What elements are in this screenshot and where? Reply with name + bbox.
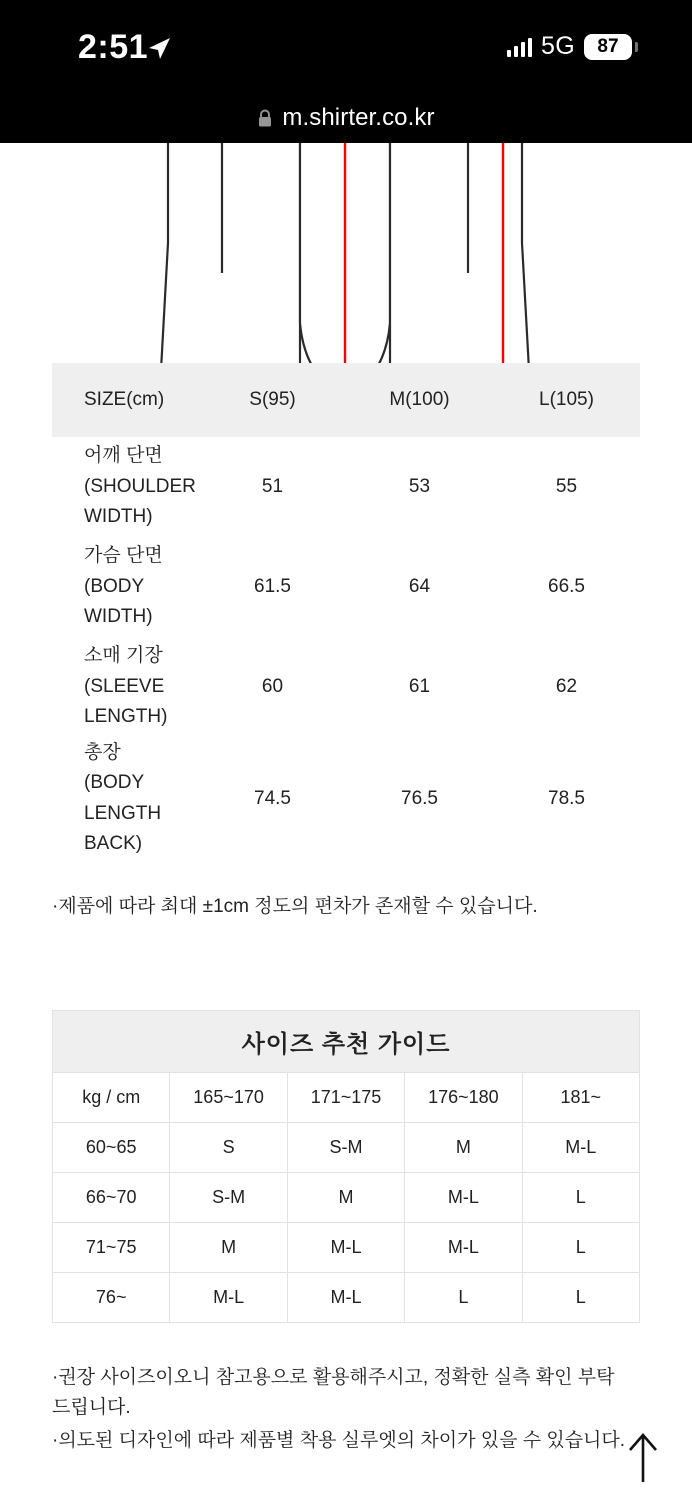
table-row <box>52 737 640 861</box>
guide-cell: M-L <box>287 1272 404 1322</box>
row-value-l: 62 <box>555 676 578 697</box>
header-l: L(105) <box>493 363 640 437</box>
guide-header-171: 171~175 <box>287 1072 404 1122</box>
guide-cell: M-L <box>405 1172 522 1222</box>
guide-cell: S-M <box>287 1122 404 1172</box>
table-row <box>52 637 640 737</box>
row-value-s: 60 <box>261 676 284 697</box>
guide-header-165: 165~170 <box>170 1072 287 1122</box>
page-content <box>0 143 692 1504</box>
measurement-tolerance-note: ·제품에 따라 최대 ±1cm 정도의 편차가 존재할 수 있습니다. <box>52 895 538 917</box>
table-header-row <box>53 1072 640 1122</box>
table-header-row <box>52 363 640 437</box>
row-value-m: 61 <box>408 676 431 697</box>
lock-icon <box>257 109 273 128</box>
measurement-table-head <box>52 363 640 437</box>
row-value-s: 51 <box>261 476 284 497</box>
footer-note-2: ·의도된 디자인에 따라 제품별 착용 실루엣의 차이가 있을 수 있습니다. <box>52 1430 626 1452</box>
url-text: m.shirter.co.kr <box>282 104 435 131</box>
table-row <box>53 1272 640 1322</box>
row-label: 소매 기장(SLEEVE LENGTH) <box>84 645 168 728</box>
row-value-l: 78.5 <box>548 787 585 809</box>
network-type-label: 5G <box>541 32 575 60</box>
guide-cell: L <box>522 1222 639 1272</box>
location-arrow-icon <box>146 36 172 62</box>
table-row <box>52 437 640 537</box>
row-value-m: 76.5 <box>401 787 438 809</box>
measurement-table <box>52 363 640 861</box>
header-size: SIZE(cm) <box>52 363 199 437</box>
row-value-m: 53 <box>408 476 431 497</box>
guide-header-kgcm: kg / cm <box>53 1072 170 1122</box>
guide-header-181: 181~ <box>522 1072 639 1122</box>
guide-weight: 71~75 <box>53 1222 170 1272</box>
guide-header-176: 176~180 <box>405 1072 522 1122</box>
table-row <box>52 537 640 637</box>
guide-cell: S-M <box>170 1172 287 1222</box>
status-bar-time: 2:51 <box>78 28 149 66</box>
row-label: 가슴 단면(BODY WIDTH) <box>84 545 163 628</box>
guide-cell: L <box>405 1272 522 1322</box>
guide-cell: M <box>170 1222 287 1272</box>
guide-cell: M-L <box>287 1222 404 1272</box>
status-bar <box>0 0 692 97</box>
footer-note-1: ·권장 사이즈이오니 참고용으로 활용해주시고, 정확한 실측 확인 부탁드립니다. <box>52 1366 615 1419</box>
size-guide-title: 사이즈 추천 가이드 <box>52 1010 640 1072</box>
table-row <box>53 1122 640 1172</box>
row-label: 총장(BODY LENGTH BACK) <box>84 742 162 855</box>
size-guide-table <box>52 1072 640 1323</box>
row-label: 어깨 단면(SHOULDER WIDTH) <box>84 445 196 528</box>
table-row <box>53 1222 640 1272</box>
battery-indicator: 87 <box>584 34 632 60</box>
row-value-l: 66.5 <box>548 576 585 597</box>
row-value-l: 55 <box>555 476 578 497</box>
guide-cell: M <box>405 1122 522 1172</box>
measurement-table-body <box>52 437 640 861</box>
guide-cell: M-L <box>522 1122 639 1172</box>
row-value-m: 64 <box>408 576 431 597</box>
status-bar-right <box>507 32 632 61</box>
signal-bars-icon <box>507 37 532 57</box>
row-value-s: 61.5 <box>254 576 291 597</box>
guide-cell: S <box>170 1122 287 1172</box>
guide-weight: 76~ <box>53 1272 170 1322</box>
guide-weight: 66~70 <box>53 1172 170 1222</box>
header-s: S(95) <box>199 363 346 437</box>
header-m: M(100) <box>346 363 493 437</box>
table-row <box>53 1172 640 1222</box>
row-value-s: 74.5 <box>254 787 291 809</box>
garment-measurement-illustration <box>0 143 692 363</box>
browser-url-bar[interactable] <box>0 97 692 143</box>
guide-cell: L <box>522 1272 639 1322</box>
size-guide-section <box>52 1010 640 1323</box>
guide-cell: M-L <box>170 1272 287 1322</box>
guide-cell: L <box>522 1172 639 1222</box>
guide-cell: M-L <box>405 1222 522 1272</box>
guide-weight: 60~65 <box>53 1122 170 1172</box>
guide-cell: M <box>287 1172 404 1222</box>
arrow-up-icon[interactable] <box>626 1430 660 1486</box>
